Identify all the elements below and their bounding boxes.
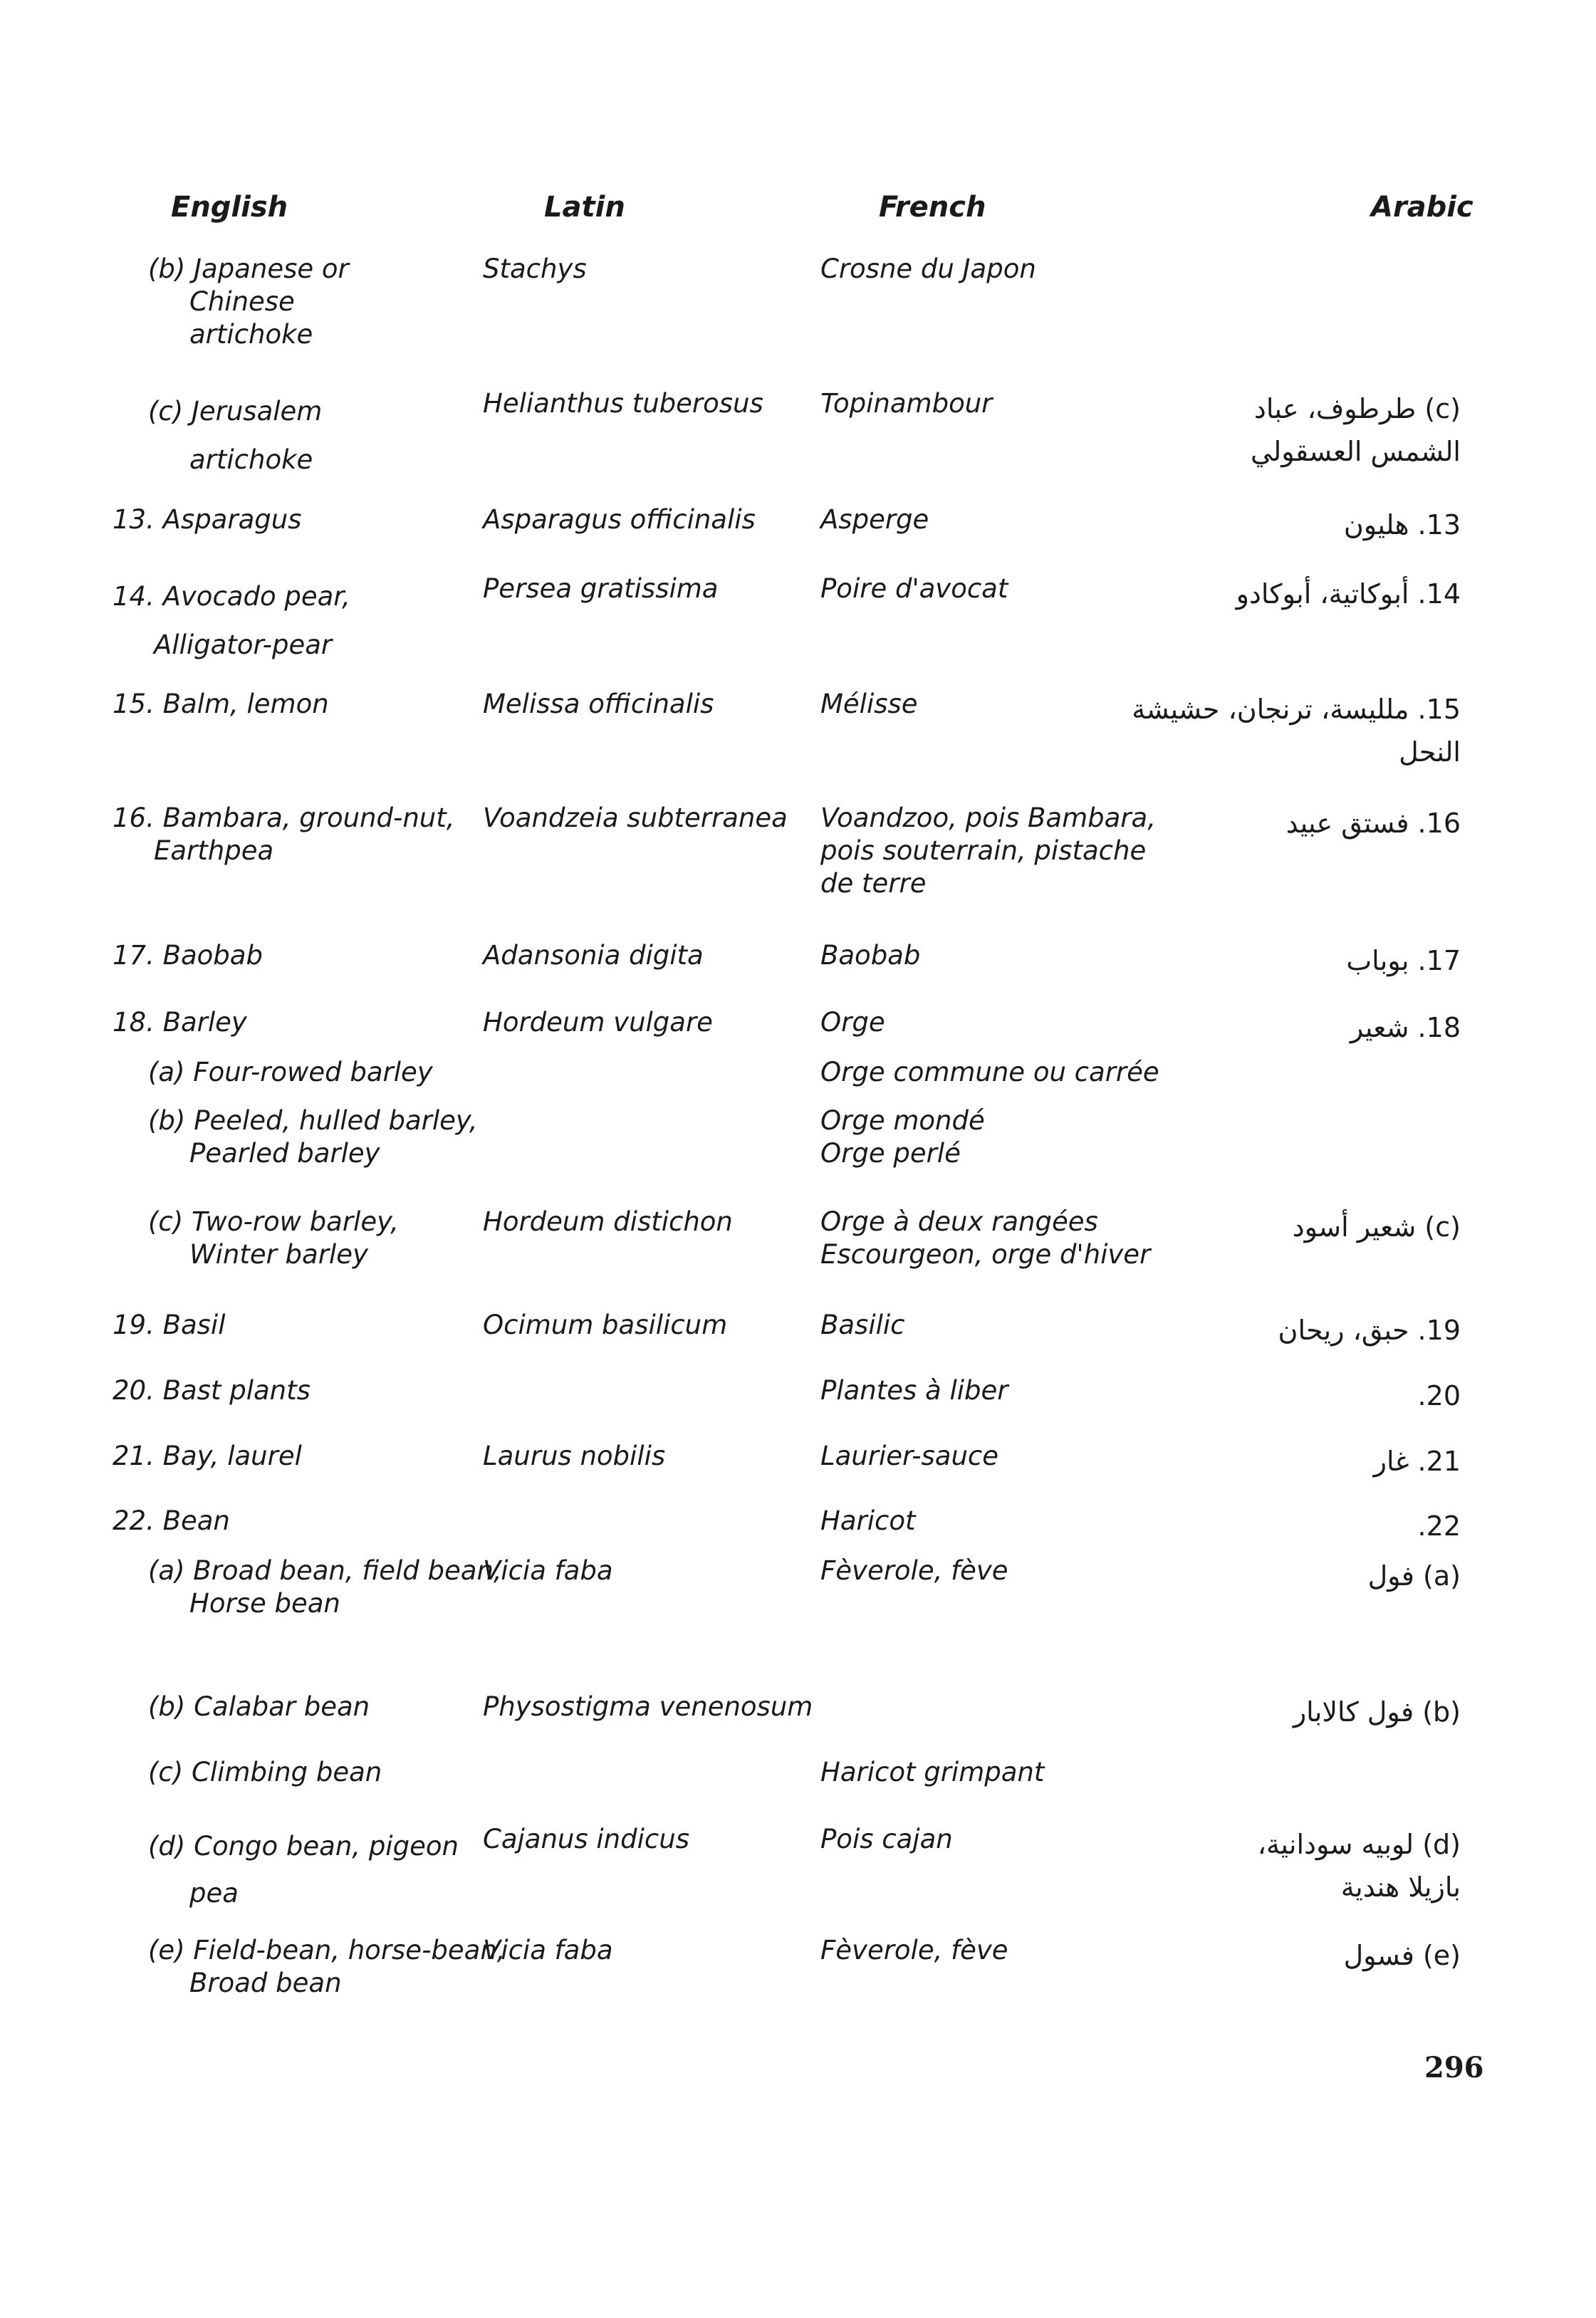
latin-cell [483, 1206, 733, 1238]
page-number: 296 [1424, 2051, 1484, 2084]
arabic-cell-line: بازيلا هندية [1340, 1871, 1461, 1903]
arabic-cell [1251, 387, 1461, 473]
latin-cell-line: Persea gratissima [483, 573, 719, 604]
english-cell-line: (c) Two-row barley, [148, 1206, 399, 1237]
latin-cell [483, 1934, 613, 1967]
arabic-cell [1344, 1934, 1461, 1977]
latin-cell-line: Vicia faba [483, 1935, 613, 1965]
english-cell-line: 18. Barley [113, 1007, 247, 1038]
french-cell [820, 1440, 998, 1473]
french-cell [820, 1006, 885, 1039]
french-cell-line: Baobab [820, 940, 921, 971]
english-cell-line: (d) Congo bean, pigeon [148, 1831, 459, 1862]
french-cell [820, 1206, 1150, 1271]
english-cell [148, 1056, 433, 1089]
french-cell-line: Mélisse [820, 689, 918, 719]
english-cell-line: pea [189, 1878, 239, 1909]
english-cell-line: 20. Bast plants [113, 1375, 311, 1406]
latin-cell [483, 573, 718, 605]
arabic-cell [1368, 1555, 1461, 1597]
english-cell-line: (c) Jerusalem [148, 396, 323, 427]
english-cell-line: Pearled barley [189, 1138, 380, 1169]
french-cell-line: Topinambour [820, 388, 993, 419]
arabic-cell-line: (c) شعير أسود [1292, 1211, 1461, 1243]
english-cell-line: 22. Bean [113, 1505, 230, 1536]
arabic-cell-line: 14. أبوكاتية، أبوكادو [1236, 578, 1461, 610]
arabic-cell [1346, 939, 1461, 982]
arabic-cell-line: الشمس العسقولي [1250, 436, 1461, 467]
english-cell [113, 1440, 302, 1473]
french-cell [820, 1823, 953, 1856]
french-cell [820, 573, 1008, 605]
latin-cell [483, 1691, 813, 1723]
latin-cell [483, 939, 704, 972]
arabic-cell-line: 15. ملليسة، ترنجان، حشيشة [1132, 694, 1461, 725]
header-arabic: Arabic [1371, 191, 1474, 224]
english-cell-line: (b) Japanese or [148, 254, 349, 284]
french-cell-line: Laurier-sauce [820, 1441, 999, 1471]
french-cell [820, 1105, 985, 1170]
french-cell [820, 1374, 1008, 1407]
english-cell [113, 688, 329, 721]
french-cell [820, 1056, 1159, 1089]
french-cell-line: Orge commune ou carrée [820, 1057, 1159, 1087]
latin-cell-line: Melissa officinalis [483, 689, 714, 719]
arabic-cell [1418, 1505, 1461, 1547]
arabic-cell [1374, 1440, 1461, 1483]
english-cell [113, 1006, 247, 1039]
arabic-cell-line: 18. شعير [1350, 1012, 1461, 1043]
french-cell [820, 1505, 915, 1537]
header-english: English [171, 191, 288, 224]
english-cell [148, 253, 349, 351]
french-cell-line: Fèverole, fève [820, 1935, 1008, 1965]
english-cell-line: 14. Avocado pear, [113, 581, 350, 612]
latin-cell [483, 1006, 713, 1039]
latin-cell-line: Helianthus tuberosus [483, 388, 763, 419]
arabic-cell-line: 19. حبق، ريحان [1278, 1315, 1461, 1346]
arabic-cell-line: 22. [1417, 1510, 1461, 1542]
arabic-cell [1258, 1823, 1461, 1909]
french-cell-line: Poire d'avocat [820, 573, 1008, 604]
french-cell [820, 939, 920, 972]
english-cell [148, 1555, 502, 1620]
arabic-cell-line: 21. غار [1373, 1446, 1461, 1477]
english-cell [148, 1691, 370, 1723]
arabic-cell [1286, 802, 1461, 845]
latin-cell-line: Hordeum distichon [483, 1206, 733, 1237]
latin-cell-line: Adansonia digita [483, 940, 704, 971]
english-cell [113, 1505, 230, 1537]
latin-cell [483, 503, 756, 536]
arabic-cell-line: (d) لوبيه سودانية، [1257, 1829, 1461, 1860]
latin-cell-line: Vicia faba [483, 1555, 613, 1586]
french-cell-line: Haricot grimpant [820, 1757, 1045, 1787]
french-cell-line: de terre [820, 868, 927, 899]
english-cell [148, 1756, 382, 1789]
arabic-cell-line: (b) فول كالابار [1293, 1696, 1461, 1728]
french-cell-line: Haricot [820, 1505, 916, 1536]
english-cell-line: 13. Asparagus [113, 504, 302, 535]
english-cell [148, 1105, 478, 1170]
latin-cell [483, 1440, 665, 1473]
latin-cell [483, 387, 763, 420]
latin-cell-line: Laurus nobilis [483, 1441, 666, 1471]
french-cell [820, 387, 992, 420]
arabic-cell-line: (e) فسول [1343, 1940, 1461, 1971]
french-cell [820, 1756, 1044, 1789]
french-cell-line: Orge perlé [820, 1138, 961, 1169]
french-cell-line: Orge à deux rangées [820, 1206, 1098, 1237]
latin-cell-line: Stachys [483, 254, 587, 284]
french-cell-line: Voandzoo, pois Bambara, [820, 803, 1156, 833]
french-cell [820, 688, 918, 721]
english-cell [113, 573, 350, 669]
english-cell-line: artichoke [189, 444, 313, 475]
latin-cell [483, 1309, 727, 1342]
french-cell-line: Plantes à liber [820, 1375, 1008, 1406]
english-cell-line: (b) Calabar bean [148, 1691, 370, 1722]
latin-cell-line: Cajanus indicus [483, 1824, 689, 1854]
french-cell-line: Escourgeon, orge d'hiver [820, 1239, 1151, 1270]
french-cell [820, 503, 929, 536]
arabic-cell-line: (c) طرطوف، عباد [1253, 393, 1461, 424]
french-cell [820, 802, 1156, 900]
arabic-cell [1293, 1691, 1461, 1733]
header-french: French [879, 191, 986, 224]
latin-cell-line: Physostigma venenosum [483, 1691, 813, 1722]
english-cell-line: (a) Broad bean, field bean, [148, 1555, 502, 1586]
french-cell-line: Crosne du Japon [820, 254, 1036, 284]
arabic-cell [1418, 1374, 1461, 1417]
english-cell-line: (b) Peeled, hulled barley, [148, 1105, 478, 1136]
english-cell-line: 16. Bambara, ground-nut, [113, 803, 455, 833]
english-cell [148, 1206, 399, 1271]
latin-cell [483, 802, 788, 835]
english-cell-line: (e) Field-bean, horse-bean, [148, 1935, 506, 1965]
english-cell-line: Winter barley [189, 1239, 368, 1270]
french-cell [820, 253, 1036, 286]
arabic-cell-line: النحل [1399, 736, 1461, 768]
french-cell [820, 1934, 1008, 1967]
english-cell-line: (c) Climbing bean [148, 1757, 382, 1787]
arabic-cell [1344, 503, 1461, 546]
english-cell-line: Chinese [189, 286, 295, 317]
english-cell [113, 503, 301, 536]
latin-cell-line: Hordeum vulgare [483, 1007, 713, 1038]
english-cell-line: 19. Basil [113, 1310, 226, 1340]
english-cell-line: Earthpea [154, 835, 274, 866]
latin-cell-line: Asparagus officinalis [483, 504, 756, 535]
french-cell [820, 1309, 905, 1342]
latin-cell-line: Ocimum basilicum [483, 1310, 728, 1340]
english-cell [113, 1374, 311, 1407]
english-cell-line: Alligator-pear [154, 630, 333, 660]
english-cell-line: artichoke [189, 319, 313, 350]
french-cell [820, 1555, 1008, 1587]
english-cell-line: Broad bean [189, 1968, 342, 1998]
latin-cell-line: Voandzeia subterranea [483, 803, 788, 833]
english-cell-line: 17. Baobab [113, 940, 263, 971]
french-cell-line: Asperge [820, 504, 929, 535]
english-cell-line: Horse bean [189, 1588, 340, 1619]
french-cell-line: Orge [820, 1007, 885, 1038]
arabic-cell [1278, 1309, 1461, 1352]
arabic-cell-line: 20. [1417, 1380, 1461, 1411]
latin-cell [483, 688, 714, 721]
arabic-cell [1236, 573, 1461, 615]
latin-cell [483, 1555, 613, 1587]
arabic-cell [1132, 688, 1461, 773]
english-cell [148, 1934, 506, 2000]
arabic-cell-line: (a) فول [1367, 1560, 1461, 1592]
french-cell-line: Orge mondé [820, 1105, 985, 1136]
latin-cell [483, 1823, 689, 1856]
english-cell [113, 802, 455, 867]
latin-cell [483, 253, 587, 286]
arabic-cell-line: 17. بوباب [1346, 945, 1461, 976]
arabic-cell-line: 16. فستق عبيد [1285, 808, 1461, 839]
english-cell-line: 15. Balm, lemon [113, 689, 329, 719]
arabic-cell [1350, 1006, 1461, 1049]
french-cell-line: pois souterrain, pistache [820, 835, 1147, 866]
arabic-cell [1293, 1206, 1461, 1248]
header-latin: Latin [544, 191, 625, 224]
english-cell-line: (a) Four-rowed barley [148, 1057, 433, 1087]
english-cell [148, 1823, 459, 1917]
arabic-cell-line: 13. هليون [1343, 509, 1461, 541]
english-cell [113, 939, 263, 972]
french-cell-line: Fèverole, fève [820, 1555, 1008, 1586]
french-cell-line: Basilic [820, 1310, 905, 1340]
english-cell-line: 21. Bay, laurel [113, 1441, 302, 1471]
english-cell [148, 387, 322, 484]
english-cell [113, 1309, 226, 1342]
french-cell-line: Pois cajan [820, 1824, 953, 1854]
